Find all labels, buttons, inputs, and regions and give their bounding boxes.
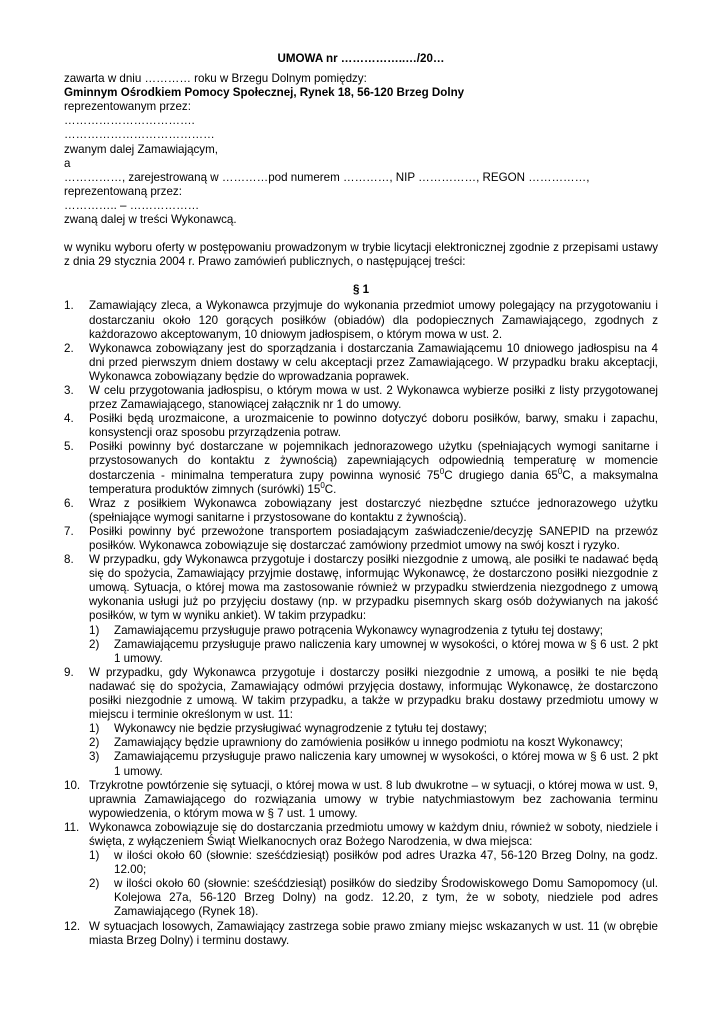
header-line-registration: ……………, zarejestrowaną w …………pod numerem …………, NIP ……………, REGON ……………, — [64, 170, 590, 184]
sub-list-item: 1) Zamawiającemu przysługuje prawo potrącenia Wykonawcy wynagrodzenia z tytułu tej dostawy; — [89, 623, 603, 637]
sub-list-item: 2) Zamawiającemu przysługuje prawo naliczenia kary umownej w wysokości, o której mowa w § 6 ust. 2 pkt 1 umowy. — [89, 637, 658, 665]
list-item: 2. Wykonawca zobowiązany jest do sporządzania i dostarczania Zamawiającemu 10 dniowego jadłospisu na 4 dni przed pierwszym dniem dostawy w celu akceptacji przez Zamawiającego. W przypadku braku akceptacji, Wykonawca zobowiązany będzie do wprowadzania poprawek. — [64, 341, 658, 383]
sub-list-item: 1) w ilości około 60 (słownie: sześćdziesiąt) posiłków pod adres Urazka 47, 56-120 Brzeg Dolny, na godz. 12.00; — [89, 849, 658, 877]
header-line-blank-2: ………………………………… — [64, 128, 215, 142]
list-item: 9. W przypadku, gdy Wykonawca przygotuje i dostarczy posiłki niezgodnie z umową, a posiłki te nie będą nadawać się do spożycia, Zamawiający odmówi przyjęcia dostawy, informując Wykonawcę, że dostarczono posiłki niezgodnie z umową. W takim przypadku, a także w przypadku braku dostawy przedmiotu umowy w miejscu i terminie określonym w ust. 11: 1) Wykonawcy nie będzie przysługiwać wynagrodzenie z tytułu tej dostawy; 2) Zamawiający będzie uprawniony do zamówienia posiłków u innego podmiotu na koszt Wykonawcy; 3) Zamawiającemu przysługuje prawo naliczenia kary umownej w wysokości, o której mowa w § 6 ust. 2 pkt 1 umowy. — [64, 665, 658, 778]
list-item: 3. W celu przygotowania jadłospisu, o którym mowa w ust. 2 Wykonawca wybierze posiłki z listy przygotowanej przez Zamawiającego, stanowiącej załącznik nr 1 do umowy. — [64, 383, 658, 412]
header-line-and: a — [64, 156, 71, 170]
sub-list-item: 1) Wykonawcy nie będzie przysługiwać wynagrodzenie z tytułu tej dostawy; — [89, 722, 488, 736]
list-item: 10. Trzykrotne powtórzenie się sytuacji, o której mowa w ust. 8 lub dwukrotne – w sytuacji, o której mowa w ust. 9, uprawnia Zamawiającego do rozwiązania umowy w trybie natychmiastowym bez zachowania terminu wypowiedzenia, o którym mowa w § 7 ust. 1 umowy. — [64, 778, 658, 820]
list-item: 7. Posiłki powinny być przewożone transportem posiadającym zaświadczenie/decyzję SANEPID na przewóz posiłków. Wykonawca zobowiązuje się dostarczać zamówiony przedmiot umowy na swój koszt i ryzyko. — [64, 524, 658, 552]
header-line-represented: reprezentowanym przez: — [64, 100, 191, 114]
header-line-blank-3: ………….. – ……………… — [64, 198, 200, 212]
document-page — [64, 52, 658, 948]
intro-paragraph: w wyniku wyboru oferty w postępowaniu prowadzonym w trybie licytacji elektronicznej zgodnie z przepisami ustawy z dnia 29 stycznia 2004 r. Prawo zamówień publicznych, o następującej treści: — [64, 241, 658, 269]
contract-title: UMOWA nr ……………..…/20… — [277, 52, 445, 65]
list-item: 1. Zamawiający zleca, a Wykonawca przyjmuje do wykonania przedmiot umowy polegający na przygotowaniu i dostarczaniu około 120 gorących posiłków (obiadów) dla podopiecznych Zamawiającego, zgodnych z każdorazowo akceptowanym, 10 dniowym jadłospisem, o którym mowa w ust. 2. — [64, 299, 658, 341]
sub-list-item: 2) w ilości około 60 (słownie: sześćdziesiąt) posiłków do siedziby Środowiskowego Domu Samopomocy (ul. Kolejowa 27a, 56-120 Brzeg Dolny) na godz. 12.20, z tym, że w soboty, niedziele pod adres Zamawiającego (Rynek 18). — [89, 877, 658, 919]
list-item: 6. Wraz z posiłkiem Wykonawca zobowiązany jest dostarczyć niezbędne sztućce jednorazowego użytku (spełniające wymogi sanitarne i przystosowane do kontaktu z żywnością). — [64, 496, 658, 524]
header-line-party: Gminnym Ośrodkiem Pomocy Społecznej, Rynek 18, 56-120 Brzeg Dolny — [64, 86, 465, 100]
header-line-ordering: zwanym dalej Zamawiającym, — [64, 142, 218, 156]
header-line-blank-1: ……………………………. — [64, 114, 195, 128]
header-line-date: zawarta w dniu ………… roku w Brzegu Dolnym pomiędzy: — [64, 72, 367, 86]
sub-list — [89, 849, 658, 919]
header-line-contractor: zwaną dalej w treści Wykonawcą. — [64, 213, 237, 227]
sub-list — [89, 624, 658, 666]
list-item: 11. Wykonawca zobowiązuje się do dostarczania przedmiotu umowy w każdym dniu, również w soboty, niedziele i święta, z wyłączeniem Świąt Wielkanocnych oraz Bożego Narodzenia, w dwa miejsca: 1) w ilości około 60 (słownie: sześćdziesiąt) posiłków pod adres Urazka 47, 56-120 Brzeg Dolny, na godz. 12.00; 2) w ilości około 60 (słownie: sześćdziesiąt) posiłków do siedziby Środowiskowego Domu Samopomocy (ul. Kolejowa 27a, 56-120 Brzeg Dolny) na godz. 12.20, z tym, że w soboty, niedziele pod adres Zamawiającego (Rynek 18). — [64, 820, 658, 919]
list-item: 12. W sytuacjach losowych, Zamawiający zastrzega sobie prawo zmiany miejsc wskazanych w ust. 11 (w obrębie miasta Brzeg Dolny) i terminu dostawy. — [64, 919, 658, 947]
list-item: 4. Posiłki będą urozmaicone, a urozmaicenie to powinno dotyczyć doboru posiłków, barwy, smaku i zapachu, konsystencji oraz sposobu przyrządzenia potraw. — [64, 412, 658, 440]
sub-list-item: 2) Zamawiający będzie uprawniony do zamówienia posiłków u innego podmiotu na koszt Wykonawcy; — [89, 736, 623, 750]
clause-list — [64, 299, 658, 947]
sub-list — [89, 722, 658, 778]
sub-list-item: 3) Zamawiającemu przysługuje prawo naliczenia kary umownej w wysokości, o której mowa w § 6 ust. 2 pkt 1 umowy. — [89, 750, 658, 778]
section-heading: § 1 — [352, 283, 370, 297]
header-line-represented-2: reprezentowaną przez: — [64, 184, 182, 198]
list-item: 5. Posiłki powinny być dostarczane w pojemnikach jednorazowego użytku (spełniających wymogi sanitarne i przystosowanych do kontaktu z żywnością) zapewniających odpowiednią temperaturę w momencie dostarczenia - minimalna temperatura zupy powinna wynosić $75^0C$ drugiego dania $65^0C$, a maksymalna temperatura produktów zimnych (surówki) $15^0C$. — [64, 440, 658, 496]
list-item: 8. W przypadku, gdy Wykonawca przygotuje i dostarczy posiłki niezgodnie z umową, ale posiłki te nadawać będą się do spożycia, Zamawiający przyjmie dostawę, informując Wykonawcę, że dostarczono posiłki niezgodnie z umową. Sytuacja, o której mowa ma zastosowanie również w przypadku stwierdzenia niezgodnego z umową wykonania usługi już po przyjęciu dostawy (np. w przypadku pisemnych skarg osób dożywianych na jakość posiłków, w tym w wyniku ankiet). W takim przypadku: 1) Zamawiającemu przysługuje prawo potrącenia Wykonawcy wynagrodzenia z tytułu tej dostawy; 2) Zamawiającemu przysługuje prawo naliczenia kary umownej w wysokości, o której mowa w § 6 ust. 2 pkt 1 umowy. — [64, 553, 658, 665]
